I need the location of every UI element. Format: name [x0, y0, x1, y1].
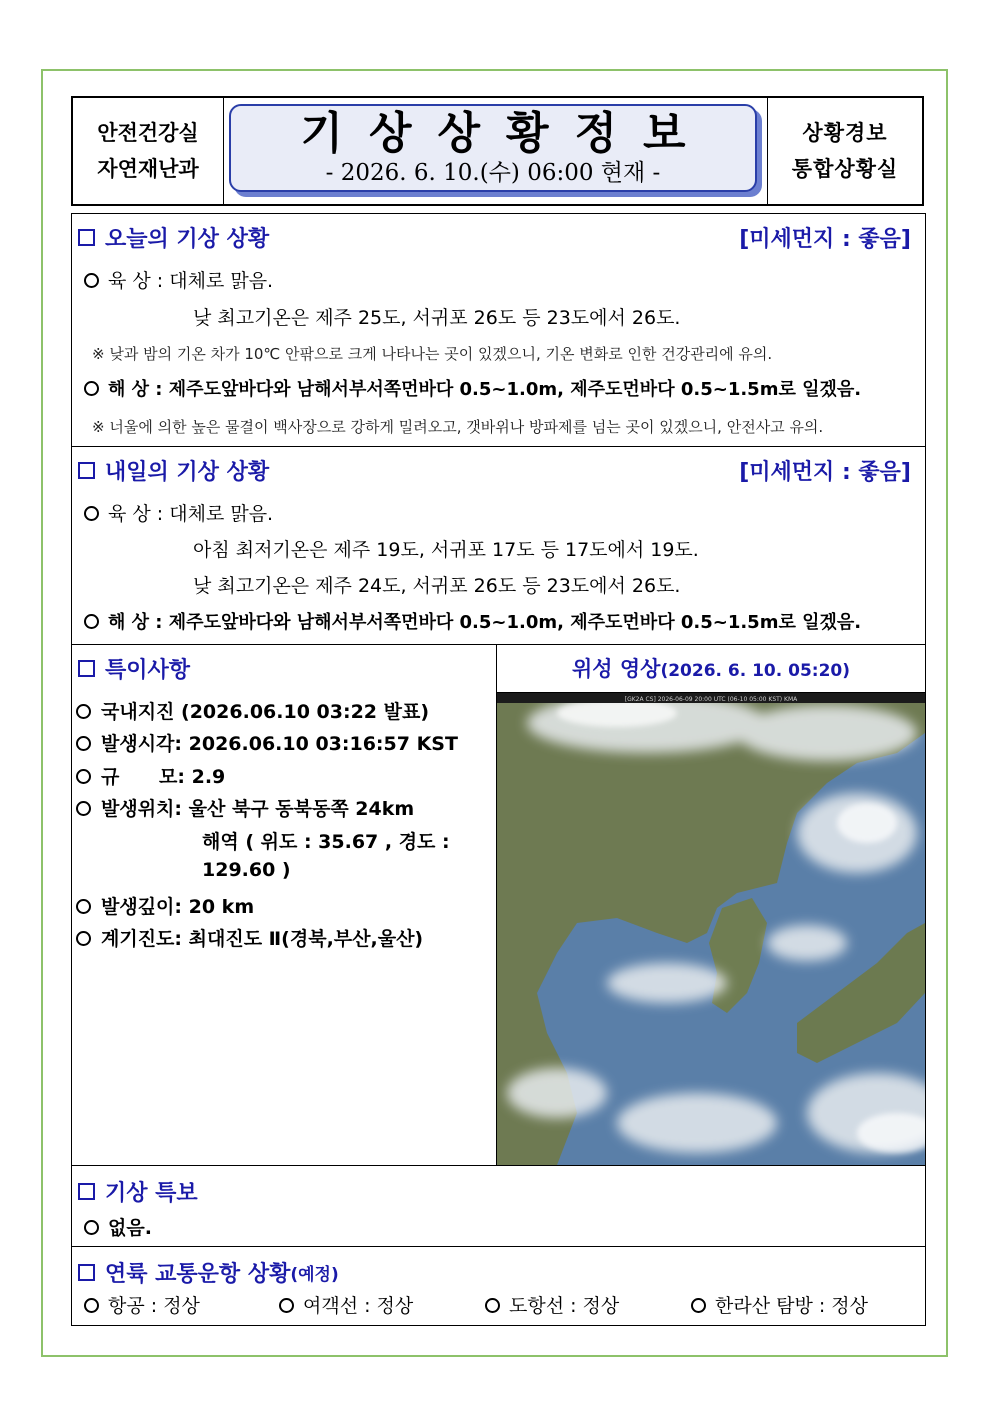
quake-title: 국내지진 (2026.06.10 03:22 발표): [76, 697, 429, 724]
tomorrow-dust: [미세먼지 : 좋음]: [739, 460, 911, 485]
traffic-section: [72, 1247, 925, 1325]
special-section: [72, 645, 497, 1165]
today-section: [72, 214, 925, 447]
issuer-right: [767, 98, 922, 204]
quake-location-lon: 129.60 ): [202, 859, 291, 881]
circle-bullet-icon: [76, 801, 91, 816]
today-land-temp: 낮 최고기온은 제주 25도, 서귀포 26도 등 23도에서 26도.: [193, 307, 681, 329]
tomorrow-min-temp: 아침 최저기온은 제주 19도, 서귀포 17도 등 17도에서 19도.: [193, 539, 699, 561]
traffic-island-ferry: 도항선 : 정상: [485, 1291, 619, 1318]
tomorrow-heading: 내일의 기상 상황: [78, 455, 269, 486]
circle-bullet-icon: [84, 614, 99, 629]
quake-time: 발생시각: 2026.06.10 03:16:57 KST: [76, 729, 458, 756]
satellite-title: 위성 영상(2026. 6. 10. 05:20): [497, 645, 925, 693]
title-box: [229, 104, 757, 192]
traffic-heading: 연륙 교통운항 상황 (예정): [78, 1257, 339, 1288]
issuer-dept: 안전건강실: [97, 121, 199, 145]
today-land-note: ※ 낮과 밤의 기온 차가 10℃ 안팎으로 크게 나타나는 곳이 있겠으니, 기온 변화로 인한 건강관리에 유의.: [92, 345, 773, 363]
today-heading: 오늘의 기상 상황: [78, 222, 269, 253]
circle-bullet-icon: [76, 931, 91, 946]
report-datetime: - 2026. 6. 10.(수) 06:00 현재 -: [325, 160, 661, 186]
satellite-caption: [GK2A CS] 2026-06-09 20:00 UTC (06-10 05:00 KST) KMA: [624, 696, 798, 703]
tomorrow-section: [72, 447, 925, 645]
document-header: [71, 96, 924, 206]
traffic-ferry: 여객선 : 정상: [279, 1291, 413, 1318]
today-sea-note: ※ 너울에 의한 높은 물결이 백사장으로 강하게 밀려오고, 갯바위나 방파제를 넘는 곳이 있겠으니, 안전사고 유의.: [92, 418, 824, 436]
circle-bullet-icon: [84, 506, 99, 521]
checkbox-icon: [78, 229, 95, 246]
quake-location: 발생위치: 울산 북구 동북동쪽 24km: [76, 794, 414, 821]
page-title: 기상상황정보: [300, 108, 712, 159]
tomorrow-land: 육 상 : 대체로 맑음.: [84, 499, 273, 526]
today-sea: 해 상 : 제주도앞바다와 남해서부서쪽먼바다 0.5~1.0m, 제주도먼바다 0.5~1.5m로 일겠음.: [84, 375, 861, 401]
warning-value: 없음.: [84, 1213, 152, 1240]
warning-heading: 기상 특보: [78, 1176, 198, 1207]
issuer-left: [73, 98, 224, 204]
checkbox-icon: [78, 1264, 95, 1281]
tomorrow-max-temp: 낮 최고기온은 제주 24도, 서귀포 26도 등 23도에서 26도.: [193, 575, 681, 597]
tomorrow-sea: 해 상 : 제주도앞바다와 남해서부서쪽먼바다 0.5~1.0m, 제주도먼바다 0.5~1.5m로 일겠음.: [84, 608, 861, 634]
issuer-room: 통합상황실: [791, 157, 899, 181]
circle-bullet-icon: [84, 1220, 99, 1235]
circle-bullet-icon: [76, 736, 91, 751]
circle-bullet-icon: [485, 1298, 500, 1313]
satellite-section: [497, 645, 925, 1165]
satellite-image: [497, 693, 925, 1165]
quake-location-coords: 해역 ( 위도 : 35.67 , 경도 :: [202, 831, 450, 853]
issuer-office: 상황경보: [802, 121, 888, 145]
circle-bullet-icon: [76, 769, 91, 784]
today-dust: [미세먼지 : 좋음]: [739, 227, 911, 252]
report-body: [71, 213, 926, 1326]
satellite-map-icon: [497, 693, 925, 1165]
traffic-air: 항공 : 정상: [84, 1291, 200, 1318]
checkbox-icon: [78, 1183, 95, 1200]
quake-intensity: 계기진도: 최대진도 Ⅱ(경북,부산,울산): [76, 924, 423, 951]
circle-bullet-icon: [84, 273, 99, 288]
issuer-team: 자연재난과: [97, 157, 199, 181]
warning-section: [72, 1165, 925, 1247]
quake-scale: 규 모: 2.9: [76, 762, 225, 789]
special-heading: 특이사항: [78, 653, 190, 684]
today-land: 육 상 : 대체로 맑음.: [84, 266, 273, 293]
circle-bullet-icon: [76, 899, 91, 914]
circle-bullet-icon: [279, 1298, 294, 1313]
circle-bullet-icon: [84, 381, 99, 396]
circle-bullet-icon: [76, 704, 91, 719]
circle-bullet-icon: [691, 1298, 706, 1313]
quake-depth: 발생깊이: 20 km: [76, 892, 254, 919]
circle-bullet-icon: [84, 1298, 99, 1313]
traffic-hallasan: 한라산 탐방 : 정상: [691, 1291, 868, 1318]
checkbox-icon: [78, 660, 95, 677]
checkbox-icon: [78, 462, 95, 479]
